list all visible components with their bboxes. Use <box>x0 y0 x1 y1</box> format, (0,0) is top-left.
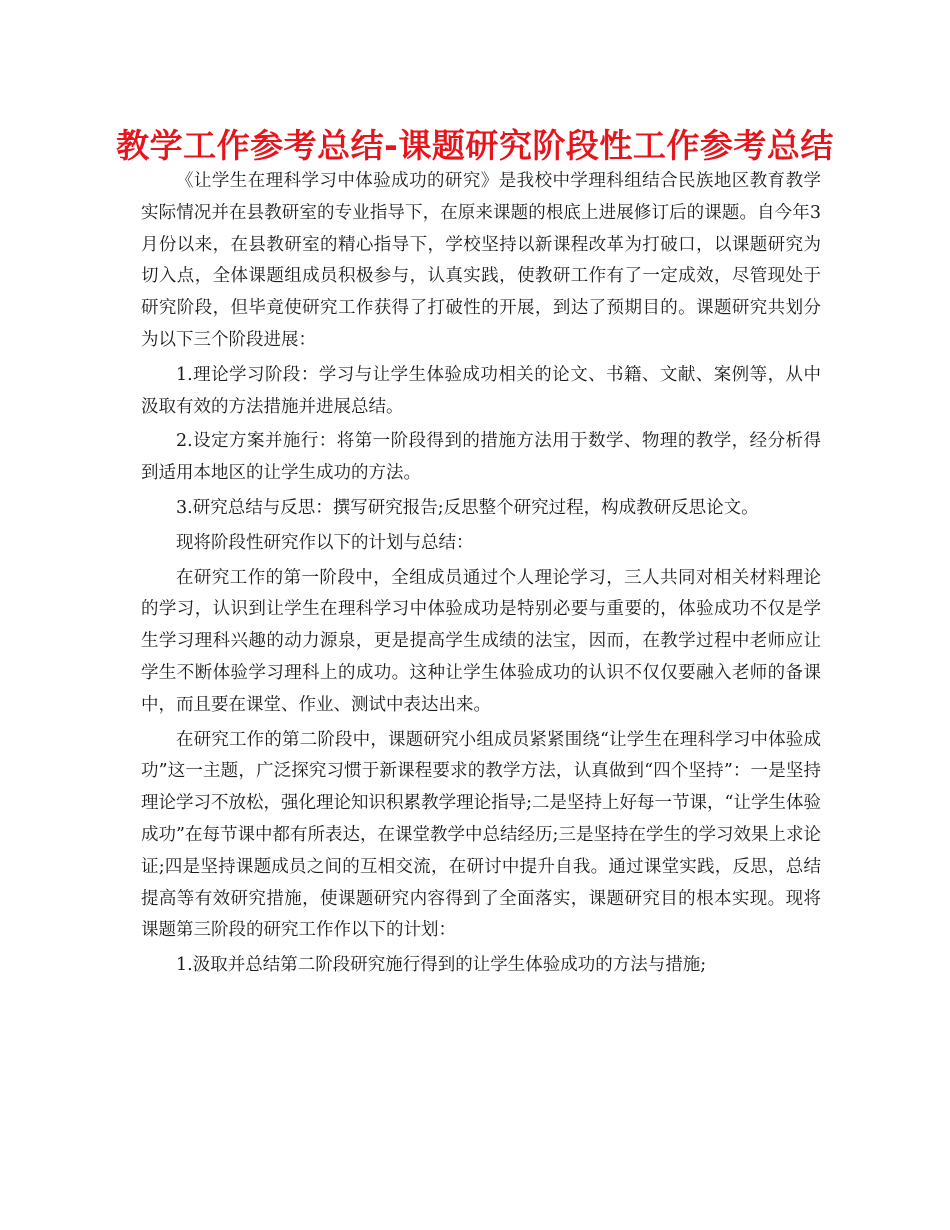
paragraph-intro: 《让学生在理科学习中体验成功的研究》是我校中学理科组结合民族地区教育教学实际情况并在县教研室的专业指导下，在原来课题的根底上进展修订后的课题。自今年3月份以来，在县教研室的精心指导下，学校坚持以新课程改革为打破口，以课题研究为切入点，全体课题组成员积极参与，认真实践，使教研工作有了一定成效，尽管现处于研究阶段，但毕竟使研究工作获得了打破性的开展，到达了预期目的。课题研究共划分为以下三个阶段进展： <box>141 171 821 350</box>
document-title: 教学工作参考总结-课题研究阶段性工作参考总结 <box>116 126 834 165</box>
paragraph-plan-1: 1.汲取并总结第二阶段研究施行得到的让学生体验成功的方法与措施; <box>176 955 707 976</box>
paragraph-stage-3: 3.研究总结与反思：撰写研究报告;反思整个研究过程，构成教研反思论文。 <box>176 497 759 518</box>
paragraph-first-stage: 在研究工作的第一阶段中，全组成员通过个人理论学习，三人共同对相关材料理论的学习，认识到让学生在理科学习中体验成功是特别必要与重要的，体验成功不仅是学生学习理科兴趣的动力源泉，更是提高学生成绩的法宝，因而，在教学过程中老师应让学生不断体验学习理科上的成功。这种让学生体验成功的认识不仅仅要融入老师的备课中，而且要在课堂、作业、测试中表达出来。 <box>141 567 821 715</box>
paragraph-summary-lead: 现将阶段性研究作以下的计划与总结： <box>176 532 474 553</box>
paragraph-stage-2: 2.设定方案并施行：将第一阶段得到的措施方法用于数学、物理的教学，经分析得到适用本地区的让学生成功的方法。 <box>141 431 821 484</box>
document-body <box>141 166 821 985</box>
paragraph-stage-1: 1.理论学习阶段：学习与让学生体验成功相关的论文、书籍、文献、案例等，从中汲取有效的方法措施并进展总结。 <box>141 364 821 417</box>
paragraph-second-stage: 在研究工作的第二阶段中，课题研究小组成员紧紧围绕“让学生在理科学习中体验成功”这一主题，广泛探究习惯于新课程要求的教学方法，认真做到“四个坚持”：一是坚持理论学习不放松，强化理论知识积累教学理论指导;二是坚持上好每一节课，“让学生体验成功”在每节课中都有所表达，在课堂教学中总结经历;三是坚持在学生的学习效果上求论证;四是坚持课题成员之间的互相交流，在研讨中提升自我。通过课堂实践，反思，总结提高等有效研究措施，使课题研究内容得到了全面落实，课题研究目的根本实现。现将课题第三阶段的研究工作作以下的计划： <box>141 729 821 941</box>
